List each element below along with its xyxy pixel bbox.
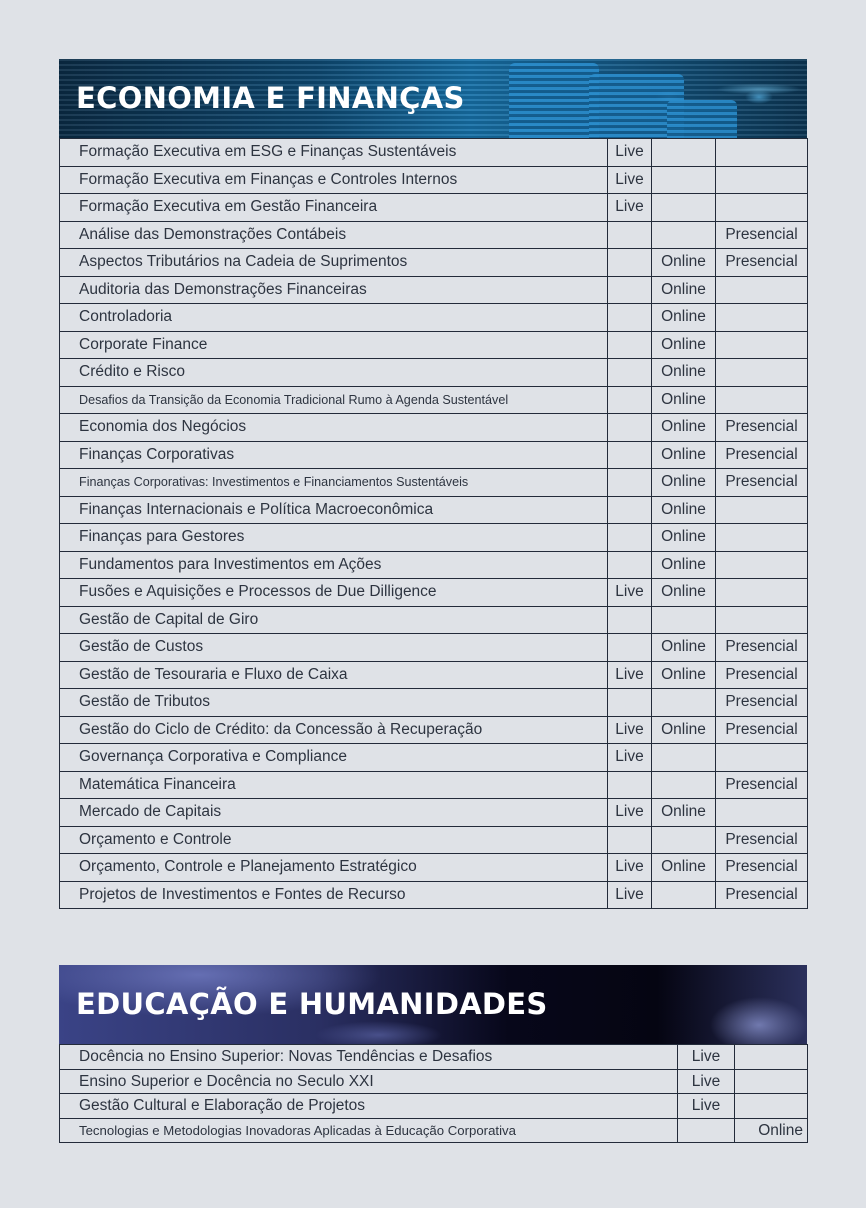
section-educacao-humanidades — [59, 965, 807, 1143]
online-cell: Online — [652, 276, 716, 304]
online-cell: Online — [652, 304, 716, 332]
table-row — [60, 1094, 808, 1119]
course-name: Formação Executiva em Gestão Financeira — [60, 194, 608, 222]
presencial-cell: Presencial — [716, 661, 808, 689]
table-row — [60, 414, 808, 442]
course-name: Gestão de Tributos — [60, 689, 608, 717]
online-cell: Online — [652, 634, 716, 662]
course-name: Gestão do Ciclo de Crédito: da Concessão à Recuperação — [60, 716, 608, 744]
course-name: Finanças Corporativas: Investimentos e Financiamentos Sustentáveis — [60, 469, 608, 497]
course-name: Gestão de Tesouraria e Fluxo de Caixa — [60, 661, 608, 689]
online-cell — [735, 1045, 808, 1070]
live-cell: Live — [608, 799, 652, 827]
online-cell — [652, 881, 716, 909]
presencial-cell — [716, 386, 808, 414]
presencial-cell: Presencial — [716, 441, 808, 469]
presencial-cell — [716, 139, 808, 167]
presencial-cell — [716, 166, 808, 194]
course-name: Controladoria — [60, 304, 608, 332]
online-cell: Online — [652, 716, 716, 744]
table-row — [60, 469, 808, 497]
live-cell: Live — [678, 1069, 735, 1094]
online-cell — [652, 689, 716, 717]
online-cell: Online — [652, 441, 716, 469]
presencial-cell: Presencial — [716, 414, 808, 442]
live-cell: Live — [608, 881, 652, 909]
live-cell: Live — [678, 1094, 735, 1119]
course-name: Projetos de Investimentos e Fontes de Recurso — [60, 881, 608, 909]
coins-image — [509, 63, 599, 138]
presencial-cell — [716, 799, 808, 827]
course-name: Docência no Ensino Superior: Novas Tendências e Desafios — [60, 1045, 678, 1070]
course-name: Formação Executiva em Finanças e Controles Internos — [60, 166, 608, 194]
course-name: Finanças Internacionais e Política Macroeconômica — [60, 496, 608, 524]
course-name: Crédito e Risco — [60, 359, 608, 387]
table-row — [60, 139, 808, 167]
course-name: Gestão Cultural e Elaboração de Projetos — [60, 1094, 678, 1119]
section-banner — [59, 59, 807, 138]
presencial-cell — [716, 744, 808, 772]
live-cell: Live — [608, 139, 652, 167]
online-cell: Online — [735, 1118, 808, 1143]
live-cell: Live — [608, 854, 652, 882]
section-title: ECONOMIA E FINANÇAS — [76, 81, 465, 115]
presencial-cell: Presencial — [716, 689, 808, 717]
table-row — [60, 304, 808, 332]
online-cell: Online — [652, 551, 716, 579]
live-cell — [608, 771, 652, 799]
table-row — [60, 551, 808, 579]
presencial-cell: Presencial — [716, 854, 808, 882]
course-name: Orçamento e Controle — [60, 826, 608, 854]
online-cell: Online — [652, 249, 716, 277]
table-row — [60, 359, 808, 387]
course-name: Auditoria das Demonstrações Financeiras — [60, 276, 608, 304]
course-name: Fusões e Aquisições e Processos de Due Dilligence — [60, 579, 608, 607]
course-name: Ensino Superior e Docência no Seculo XXI — [60, 1069, 678, 1094]
course-name: Governança Corporativa e Compliance — [60, 744, 608, 772]
table-row — [60, 276, 808, 304]
presencial-cell — [716, 276, 808, 304]
online-cell — [735, 1094, 808, 1119]
course-name: Análise das Demonstrações Contábeis — [60, 221, 608, 249]
online-cell: Online — [652, 661, 716, 689]
table-row — [60, 771, 808, 799]
live-cell — [608, 551, 652, 579]
online-cell: Online — [652, 386, 716, 414]
course-name: Aspectos Tributários na Cadeia de Suprimentos — [60, 249, 608, 277]
live-cell — [608, 221, 652, 249]
online-cell: Online — [652, 359, 716, 387]
presencial-cell: Presencial — [716, 469, 808, 497]
table-row — [60, 579, 808, 607]
presencial-cell: Presencial — [716, 771, 808, 799]
course-table — [59, 138, 808, 909]
live-cell — [608, 441, 652, 469]
live-cell: Live — [608, 579, 652, 607]
presencial-cell — [716, 496, 808, 524]
live-cell — [678, 1118, 735, 1143]
table-row — [60, 826, 808, 854]
live-cell: Live — [608, 194, 652, 222]
presencial-cell: Presencial — [716, 716, 808, 744]
section-title: EDUCAÇÃO E HUMANIDADES — [76, 987, 548, 1021]
live-cell — [608, 249, 652, 277]
online-cell: Online — [652, 331, 716, 359]
live-cell: Live — [608, 661, 652, 689]
live-cell — [608, 689, 652, 717]
presencial-cell — [716, 524, 808, 552]
section-economia-financas — [59, 59, 807, 909]
table-row — [60, 744, 808, 772]
course-table — [59, 1044, 808, 1143]
table-row — [60, 496, 808, 524]
live-cell — [608, 606, 652, 634]
table-row — [60, 716, 808, 744]
table-row — [60, 524, 808, 552]
live-cell — [608, 634, 652, 662]
online-cell — [652, 771, 716, 799]
presencial-cell: Presencial — [716, 249, 808, 277]
course-name: Gestão de Capital de Giro — [60, 606, 608, 634]
presencial-cell — [716, 606, 808, 634]
course-name: Matemática Financeira — [60, 771, 608, 799]
online-cell — [652, 606, 716, 634]
course-name: Finanças para Gestores — [60, 524, 608, 552]
live-cell — [608, 414, 652, 442]
presencial-cell — [716, 194, 808, 222]
live-cell: Live — [678, 1045, 735, 1070]
online-cell — [652, 221, 716, 249]
presencial-cell — [716, 331, 808, 359]
live-cell — [608, 469, 652, 497]
presencial-cell: Presencial — [716, 881, 808, 909]
course-name: Mercado de Capitais — [60, 799, 608, 827]
table-row — [60, 799, 808, 827]
live-cell: Live — [608, 744, 652, 772]
live-cell — [608, 331, 652, 359]
online-cell: Online — [652, 524, 716, 552]
presencial-cell: Presencial — [716, 221, 808, 249]
online-cell: Online — [652, 496, 716, 524]
online-cell: Online — [652, 579, 716, 607]
online-cell — [652, 826, 716, 854]
presencial-cell — [716, 304, 808, 332]
online-cell — [652, 194, 716, 222]
course-name: Finanças Corporativas — [60, 441, 608, 469]
course-name: Corporate Finance — [60, 331, 608, 359]
table-row — [60, 1118, 808, 1143]
table-row — [60, 606, 808, 634]
table-row — [60, 386, 808, 414]
online-cell — [652, 744, 716, 772]
live-cell: Live — [608, 166, 652, 194]
table-row — [60, 1045, 808, 1070]
table-row — [60, 1069, 808, 1094]
live-cell — [608, 496, 652, 524]
course-name: Gestão de Custos — [60, 634, 608, 662]
course-name: Fundamentos para Investimentos em Ações — [60, 551, 608, 579]
live-cell — [608, 276, 652, 304]
table-row — [60, 661, 808, 689]
presencial-cell: Presencial — [716, 634, 808, 662]
table-row — [60, 689, 808, 717]
live-cell — [608, 304, 652, 332]
online-cell: Online — [652, 414, 716, 442]
presencial-cell — [716, 359, 808, 387]
online-cell — [652, 139, 716, 167]
table-row — [60, 249, 808, 277]
table-row — [60, 166, 808, 194]
live-cell: Live — [608, 716, 652, 744]
live-cell — [608, 386, 652, 414]
table-row — [60, 194, 808, 222]
online-cell — [735, 1069, 808, 1094]
coins-image — [667, 100, 737, 138]
course-name: Economia dos Negócios — [60, 414, 608, 442]
course-name: Formação Executiva em ESG e Finanças Sustentáveis — [60, 139, 608, 167]
table-row — [60, 331, 808, 359]
table-row — [60, 881, 808, 909]
presencial-cell — [716, 551, 808, 579]
live-cell — [608, 524, 652, 552]
online-cell — [652, 166, 716, 194]
table-row — [60, 854, 808, 882]
table-row — [60, 221, 808, 249]
table-row — [60, 441, 808, 469]
online-cell: Online — [652, 799, 716, 827]
live-cell — [608, 359, 652, 387]
live-cell — [608, 826, 652, 854]
course-name: Tecnologias e Metodologias Inovadoras Aplicadas à Educação Corporativa — [60, 1118, 678, 1143]
course-name: Orçamento, Controle e Planejamento Estratégico — [60, 854, 608, 882]
course-name: Desafios da Transição da Economia Tradicional Rumo à Agenda Sustentável — [60, 386, 608, 414]
presencial-cell: Presencial — [716, 826, 808, 854]
presencial-cell — [716, 579, 808, 607]
table-row — [60, 634, 808, 662]
section-banner — [59, 965, 807, 1044]
online-cell: Online — [652, 469, 716, 497]
online-cell: Online — [652, 854, 716, 882]
